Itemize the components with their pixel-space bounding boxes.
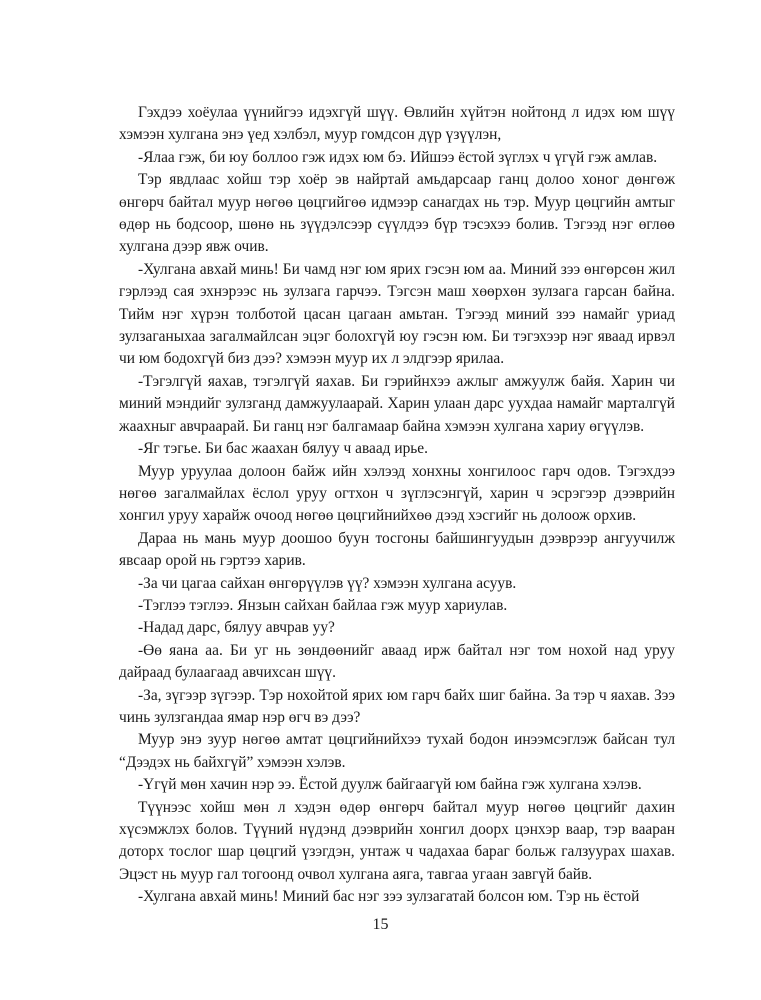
paragraph: -За чи цагаа сайхан өнгөрүүлэв үү? хэмээн хулгана асуув. <box>138 574 517 592</box>
paragraph: -Үгүй мөн хачин нэр ээ. Ёстой дуулж байгаагүй юм байна гэж хулгана хэлэв. <box>138 776 642 794</box>
paragraph: Гэхдээ хоёулаа үүнийгээ идэхгүй шүү. Өвлийн хүйтэн нойтонд л идэх юм шүү хэмээн хулгана энэ үед хэлбэл, муур гомдсон дүр үзүүлэн, <box>119 104 675 144</box>
story-text <box>119 102 675 909</box>
page-number: 15 <box>372 916 389 933</box>
paragraph: -Хулгана авхай минь! Миний бас нэг зээ зулзагатай болсон юм. Тэр нь ёстой <box>138 888 640 906</box>
paragraph: Түүнээс хойш мөн л хэдэн өдөр өнгөрч байтал муур нөгөө цөцгийг дахин хүсэмжлэх болов. Түүний нүдэнд дээврийн хонгил доорх цэнхэр ваар, тэр вааран доторх тослог шар цөцгий үзэгдэн, унтаж ч чадахаа бараг больж галзуурах шахав. Эцэст нь муур гал тогоонд очвол хулгана аяга, тавгаа угаан завгүй байв. <box>119 798 675 883</box>
paragraph: -Өө яана аа. Би уг нь зөндөөнийг аваад ирж байтал нэг том нохой над уруу дайраад булаагаад авчихсан шүү. <box>119 641 675 682</box>
paragraph: -Ялаа гэж, би юу боллоо гэж идэх юм бэ. Ийшээ ёстой зүглэх ч үгүй гэж амлав. <box>138 148 658 166</box>
paragraph: Муур энэ зуур нөгөө амтат цөцгийнийхээ тухай бодон инээмсэглэж байсан тул “Дээдэх нь байхгүй” хэмээн хэлэв. <box>119 731 675 771</box>
paragraph: Муур уруулаа долоон байж ийн хэлээд хонхны хонгилоос гарч одов. Тэгэхдээ нөгөө загалмайлах ёслол уруу огтхон ч зүглэсэнгүй, харин ч эсрэгээр дээврийн хонгил уруу харайж очоод нөгөө цөцгийнийхөө дээд хэсгийг нь долоож орхив. <box>119 462 675 525</box>
paragraph: Дараа нь мань муур доошоо буун тосгоны байшингуудын дээврээр ангуучилж явсаар орой нь гэртээ харив. <box>119 529 675 570</box>
paragraph: Тэр явдлаас хойш тэр хоёр эв найртай амьдарсаар ганц долоо хоног дөнгөж өнгөрч байтал муур нөгөө цөцгийгөө идмээр санагдах нь тэр. Муур цөцгийн амтыг өдөр нь бодсоор, шөнө нь зүүдэлсээр сүүлдээ бүр тэсэхээ болив. Тэгээд нэг өглөө хулгана дээр явж очив. <box>119 171 675 256</box>
paragraph: -Тэгэлгүй яахав, тэгэлгүй яахав. Би гэрийнхээ ажлыг амжуулж байя. Харин чи миний мэндийг зулзганд дамжуулаарай. Харин улаан дарс уухдаа намайг марталгүй жаахныг авчраарай. Би ганц нэг балгамаар байна хэмээн хулгана хариу өгүүлэв. <box>119 372 675 435</box>
paragraph: -Хулгана авхай минь! Би чамд нэг юм ярих гэсэн юм аа. Миний зээ өнгөрсөн жил гэрлээд сая эхнэрээс нь зулзага гарчээ. Тэгсэн маш хөөрхөн зулзага гарсан байна. Тийм нэг хүрэн толботой цасан цагаан амьтан. Тэгээд миний зээ намайг уриад зулзаганыхаа загалмайлсан эцэг болохгүй юу гэсэн юм. Би тэгэхээр нэг яваад ирвэл чи юм бодохгүй биз дээ? хэмээн муур их л элдгээр ярилаа. <box>119 260 675 368</box>
paragraph: -Тэглээ тэглээ. Янзын сайхан байлаа гэж муур хариулав. <box>138 596 508 614</box>
paragraph: -За, зүгээр зүгээр. Тэр нохойтой ярих юм гарч байх шиг байна. За тэр ч яахав. Зээ чинь зулзгандаа ямар нэр өгч вэ дээ? <box>119 686 675 726</box>
paragraph: -Надад дарс, бялуу авчрав уу? <box>138 619 335 637</box>
paragraph: -Яг тэгье. Би бас жаахан бялуу ч аваад ирье. <box>138 440 428 458</box>
